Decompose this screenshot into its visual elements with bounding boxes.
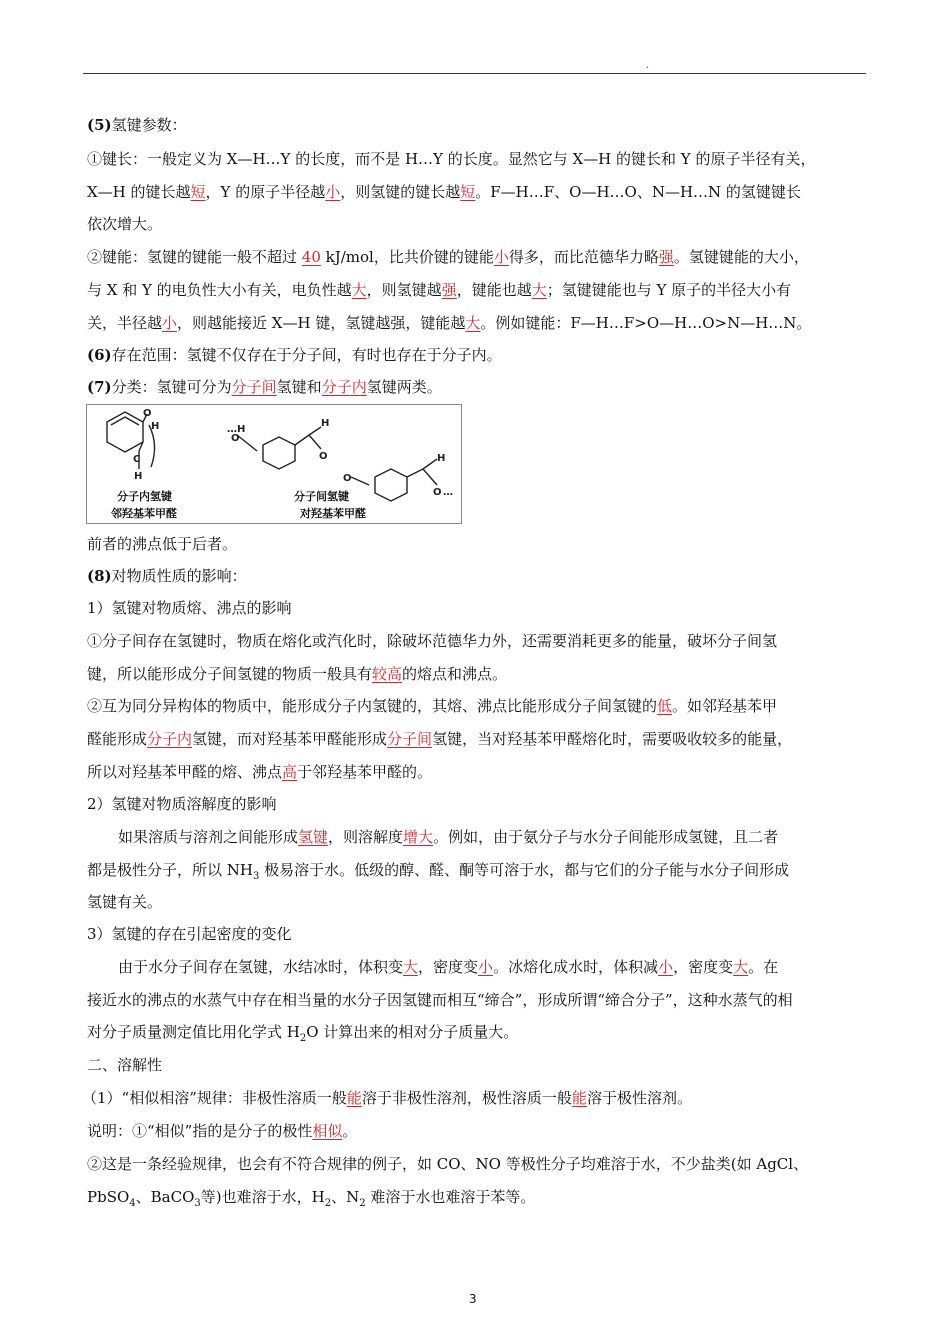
atom-o-right: O (343, 473, 352, 484)
section-8-heading: (8)对物质性质的影响： (87, 567, 247, 585)
section-5-heading: (5)氢键参数： (87, 116, 187, 134)
solubility-note-1: 说明：①“相似”指的是分子的极性相似。 (87, 1122, 358, 1140)
atom-h-right: H (437, 453, 446, 464)
bond-length-line-3: 依次增大。 (87, 215, 163, 233)
caption-p-hydroxybenzaldehyde: 对羟基苯甲醛 (300, 507, 366, 520)
atom-h-left: H (151, 421, 160, 432)
solubility-note-2-line-1: ②这是一条经验规律，也会有不符合规律的例子，如 CO、NO 等极性分子均难溶于水，不少盐类(如 AgCl、 (87, 1155, 809, 1173)
header-mark: . (646, 60, 650, 71)
atom-h-left-2: H (134, 471, 143, 482)
bond-energy-line-2: 与 X 和 Y 的电负性大小有关，电负性越大，则氢键越强，键能也越大；氢键键能也与 Y 原子的半径大小有 (87, 281, 792, 299)
hydrogen-bond-figure (86, 404, 462, 524)
section-6: (6)存在范围：氢键不仅存在于分子间，有时也存在于分子内。 (87, 346, 502, 364)
para-1-line-1: ①分子间存在氢键时，物质在熔化或汽化时，除破坏范德华力外，还需要消耗更多的能量，破坏分子间氢 (87, 632, 778, 650)
atom-o-left: O (143, 408, 152, 419)
sub-heading-3: 3）氢键的存在引起密度的变化 (87, 925, 292, 943)
atom-o-mid-2: O (319, 451, 328, 462)
sub-heading-1: 1）氢键对物质熔、沸点的影响 (87, 599, 292, 617)
bond-length-line-2: X—H 的键长越短，Y 的原子半径越小，则氢键的键长越短。F—H…F、O—H…O、N—H…N 的氢键键长 (87, 183, 801, 201)
section-solubility-heading: 二、溶解性 (87, 1056, 163, 1074)
para-4-line-2: 接近水的沸点的水蒸气中存在相当量的水分子因氢键而相互“缔合”，形成所谓“缔合分子”，这种水蒸气的相 (87, 991, 793, 1009)
page-number: 3 (469, 1292, 477, 1306)
para-3-line-1: 如果溶质与溶剂之间能形成氢键，则溶解度增大。例如，由于氨分子与水分子间能形成氢键，且二者 (118, 828, 779, 846)
sub-heading-2: 2）氢键对物质溶解度的影响 (87, 795, 277, 813)
benzene-ring-right (375, 469, 407, 501)
boiling-point-note: 前者的沸点低于后者。 (87, 535, 238, 553)
caption-intramolecular: 分子内氢键 (117, 490, 172, 503)
para-4-line-3: 对分子质量测定值比用化学式 $H_2O$ 计算出来的相对分子质量大。 (87, 1023, 519, 1044)
para-3-line-3: 氢键有关。 (87, 893, 163, 911)
atom-o-mid: O (231, 433, 240, 444)
atom-h-mid: H (321, 418, 330, 429)
solubility-note-2-line-2: PbSO$_4$、BaCO$_3$等)也难溶于水，$H_2$、$N_2$ 难溶于水也难溶于苯等。 (87, 1188, 536, 1209)
para-3-line-2: 都是极性分子，所以 $NH_3$ 极易溶于水。低级的醇、醛、酮等可溶于水，都与它们的分子能与水分子间形成 (87, 861, 790, 882)
benzene-ring-left (107, 412, 143, 452)
dots-right: … (443, 487, 453, 498)
para-1-line-2: 键，所以能形成分子间氢键的物质一般具有较高的熔点和沸点。 (87, 665, 508, 683)
para-2-line-3: 所以对羟基苯甲醛的熔、沸点高于邻羟基苯甲醛的。 (87, 763, 433, 781)
para-4-line-1: 由于水分子间存在氢键，水结冰时，体积变大，密度变小。冰熔化成水时，体积减小，密度变大。在 (118, 958, 779, 976)
caption-o-hydroxybenzaldehyde: 邻羟基苯甲醛 (111, 507, 177, 520)
para-2-line-1: ②互为同分异构体的物质中，能形成分子内氢键的，其熔、沸点比能形成分子间氢键的低。如邻羟基苯甲 (87, 697, 778, 715)
bond-energy-line-3: 关，半径越小，则越能接近 X—H 键，氢键越强，键能越大。例如键能：F—H…F>O—H…O>N—H…N。 (87, 314, 812, 332)
dots-left: …H (227, 424, 246, 435)
bond-length-line-1: ①键长：一般定义为 X—H…Y 的长度，而不是 H…Y 的长度。显然它与 X—H 的键长和 Y 的原子半径有关， (87, 150, 816, 168)
benzene-ring-mid (263, 437, 295, 469)
solubility-rule: （1）“相似相溶”规律：非极性溶质一般能溶于非极性溶剂，极性溶质一般能溶于极性溶剂。 (82, 1089, 692, 1107)
bond-energy-line-1: ②键能：氢键的键能一般不超过 40 kJ/mol，比共价键的键能小得多，而比范德华力略强。氢键键能的大小， (87, 248, 809, 266)
atom-c-left: C (133, 454, 141, 465)
section-7: (7)分类：氢键可分为分子间氢键和分子内氢键两类。 (87, 378, 442, 396)
caption-intermolecular: 分子间氢键 (294, 490, 349, 503)
header-rule (83, 73, 866, 74)
para-2-line-2: 醛能形成分子内氢键，而对羟基苯甲醛能形成分子间氢键，当对羟基苯甲醛熔化时，需要吸收较多的能量， (87, 730, 793, 748)
atom-o-right-2: O (433, 487, 442, 498)
